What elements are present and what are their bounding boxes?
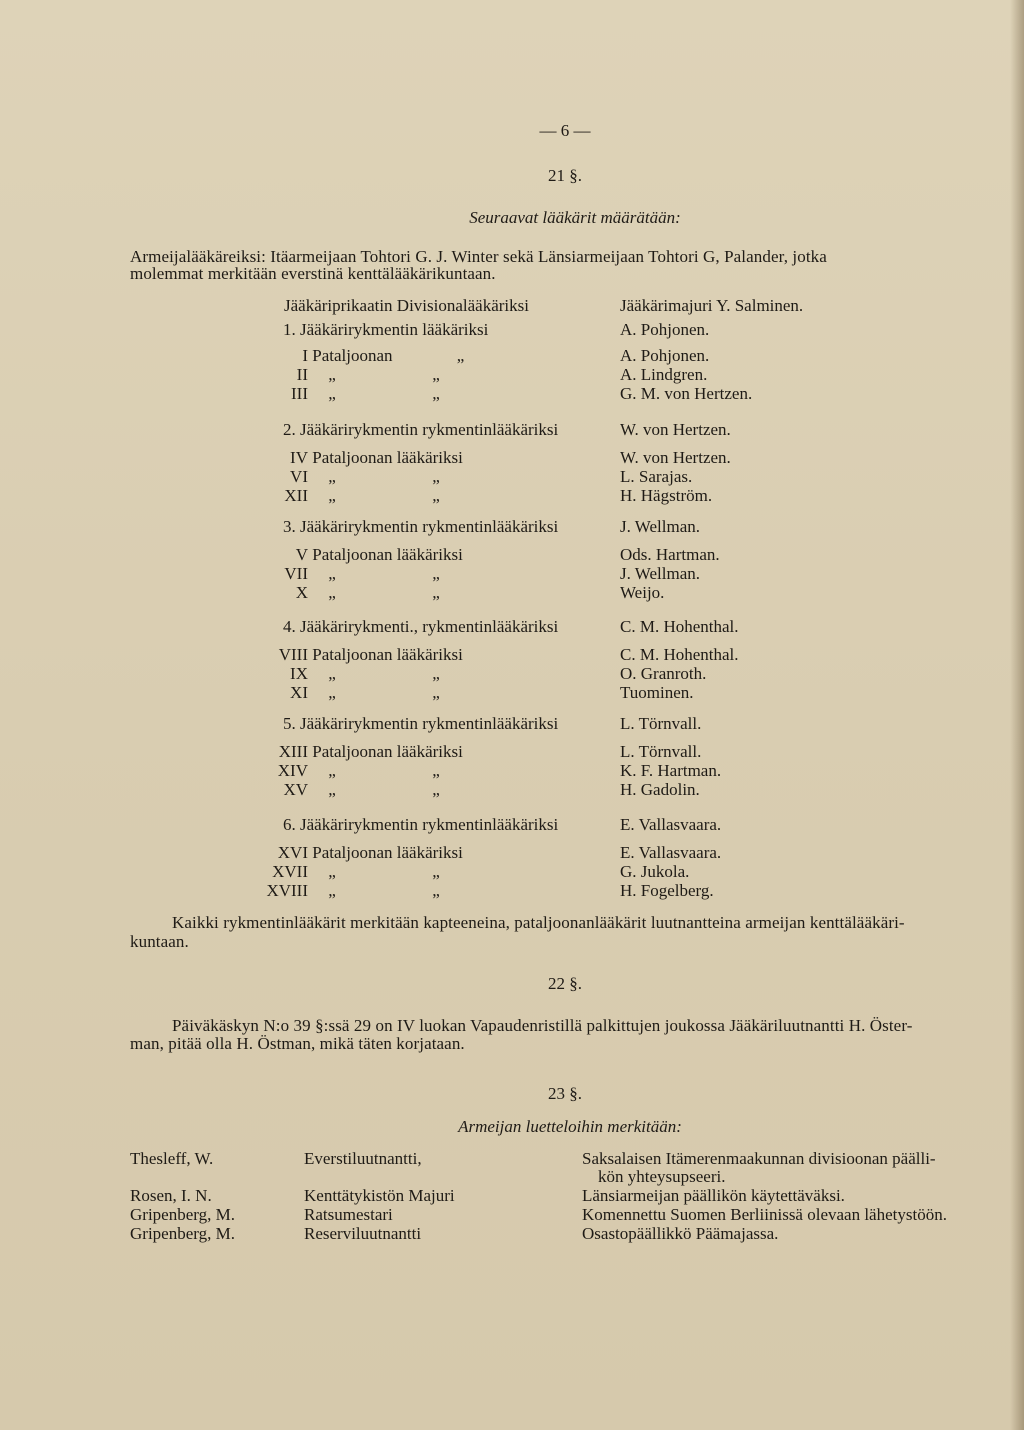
regiment-number: 6.	[283, 815, 296, 834]
ditto-mark: „	[432, 486, 440, 505]
section-21-closing-line-1: Kaikki rykmentinlääkärit merkitään kapteeneina, pataljoonanlääkärit luutnantteina armeijan kenttälääkäri-	[172, 913, 905, 932]
regiment-label: Jääkärirykmenti., rykmentinlääkäriksi	[300, 617, 559, 636]
section-23-subheading: Armeijan luetteloihin merkitään:	[458, 1117, 682, 1136]
regiment-5-title	[283, 714, 558, 734]
page-number: — 6 —	[539, 121, 591, 140]
battalion-row	[262, 881, 446, 901]
person-name: Thesleff, W.	[130, 1149, 214, 1168]
ditto-mark: „	[328, 486, 336, 505]
battalion-row	[262, 564, 446, 584]
battalion-label: Pataljoonan lääkäriksi	[312, 545, 463, 564]
regiment-4-title	[283, 617, 558, 637]
person-assignment-continued: kön yhteysupseeri.	[598, 1167, 726, 1186]
ditto-mark: „	[456, 346, 465, 365]
ditto-mark: „	[432, 467, 440, 486]
battalion-row	[262, 761, 446, 781]
regiment-6-title	[283, 815, 558, 835]
person-rank: Everstiluutnantti,	[304, 1149, 422, 1168]
regiment-label: Jääkärirykmentin rykmentinlääkäriksi	[300, 517, 559, 536]
battalion-doctor-name: G. Jukola.	[620, 862, 690, 881]
brigade-label: Jääkäriprikaatin Divisionalääkäriksi	[284, 296, 529, 315]
ditto-mark: „	[328, 564, 336, 583]
person-name: Gripenberg, M.	[130, 1205, 235, 1224]
regiment-4-doctor-name: C. M. Hohenthal.	[620, 617, 739, 636]
ditto-mark: „	[328, 881, 336, 900]
section-21-heading: 21 §.	[548, 166, 582, 185]
battalion-numeral: XVI	[277, 843, 308, 862]
regiment-number: 1.	[283, 320, 296, 339]
regiment-number: 4.	[283, 617, 296, 636]
battalion-doctor-name: L. Sarajas.	[620, 467, 693, 486]
battalion-doctor-name: Ods. Hartman.	[620, 545, 720, 564]
battalion-row	[262, 486, 446, 506]
ditto-mark: „	[328, 365, 336, 384]
regiment-label: Jääkärirykmentin rykmentinlääkäriksi	[300, 420, 559, 439]
battalion-doctor-name: Weijo.	[620, 583, 665, 602]
regiment-1-title	[283, 320, 488, 340]
person-name: Rosen, I. N.	[130, 1186, 212, 1205]
battalion-label: Pataljoonan lääkäriksi	[312, 843, 463, 862]
battalion-numeral: X	[295, 583, 308, 602]
regiment-3-title	[283, 517, 558, 537]
battalion-row	[262, 384, 446, 404]
person-assignment: Komennettu Suomen Berliinissä olevaan lähetystöön.	[582, 1205, 947, 1224]
person-assignment: Saksalaisen Itämerenmaakunnan divisioonan päälli-	[582, 1149, 936, 1168]
section-22-line-1: Päiväkäskyn N:o 39 §:ssä 29 on IV luokan Vapaudenristillä palkittujen joukossa Jääkäriluutnantti H. Öster-	[172, 1016, 913, 1035]
battalion-label: Pataljoonan lääkäriksi	[312, 448, 463, 467]
battalion-doctor-name: A. Pohjonen.	[620, 346, 710, 365]
brigade-doctor-name: Jääkärimajuri Y. Salminen.	[620, 296, 804, 315]
battalion-row	[262, 780, 446, 800]
ditto-mark: „	[328, 664, 336, 683]
regiment-label: Jääkärirykmentin lääkäriksi	[300, 320, 489, 339]
regiment-6-doctor-name: E. Vallasvaara.	[620, 815, 722, 834]
section-21-intro-line-1: Armeijalääkäreiksi: Itäarmeijaan Tohtori G. J. Winter sekä Länsiarmeijaan Tohtori G, Palander, jotka	[130, 247, 827, 266]
regiment-number: 5.	[283, 714, 296, 733]
battalion-numeral: IV	[290, 448, 308, 467]
battalion-doctor-name: O. Granroth.	[620, 664, 707, 683]
section-21-intro-line-2: molemmat merkitään everstinä kenttälääkärikuntaan.	[130, 264, 496, 283]
battalion-numeral: XIII	[278, 742, 308, 761]
battalion-doctor-name: C. M. Hohenthal.	[620, 645, 739, 664]
battalion-row	[262, 467, 446, 487]
battalion-numeral: V	[295, 545, 308, 564]
battalion-numeral: XVII	[272, 862, 308, 881]
battalion-row	[262, 448, 463, 468]
battalion-numeral: VII	[284, 564, 308, 583]
battalion-numeral: XII	[284, 486, 308, 505]
person-rank: Kenttätykistön Majuri	[304, 1186, 455, 1205]
person-assignment: Länsiarmeijan päällikön käytettäväksi.	[582, 1186, 845, 1205]
person-assignment: Osastopäällikkö Päämajassa.	[582, 1224, 779, 1243]
battalion-numeral: IX	[290, 664, 308, 683]
battalion-row	[262, 742, 463, 762]
ditto-mark: „	[432, 862, 440, 881]
ditto-mark: „	[432, 664, 440, 683]
section-22-line-2: man, pitää olla H. Östman, mikä täten korjataan.	[130, 1034, 465, 1053]
battalion-row	[262, 843, 463, 863]
person-rank: Reserviluutnantti	[304, 1224, 422, 1243]
battalion-doctor-name: E. Vallasvaara.	[620, 843, 722, 862]
battalion-numeral: III	[291, 384, 308, 403]
battalion-row	[262, 346, 471, 366]
battalion-row	[262, 645, 463, 665]
regiment-number: 3.	[283, 517, 296, 536]
section-21-subheading: Seuraavat lääkärit määrätään:	[469, 208, 681, 227]
battalion-numeral: VI	[290, 467, 308, 486]
ditto-mark: „	[432, 683, 440, 702]
battalion-label: Pataljoonan	[312, 346, 393, 365]
section-23-heading: 23 §.	[548, 1084, 582, 1103]
battalion-label: Pataljoonan lääkäriksi	[312, 742, 463, 761]
battalion-numeral: II	[296, 365, 308, 384]
section-21-closing-line-2: kuntaan.	[130, 932, 189, 951]
ditto-mark: „	[328, 780, 336, 799]
battalion-row	[262, 664, 446, 684]
ditto-mark: „	[432, 365, 440, 384]
battalion-doctor-name: W. von Hertzen.	[620, 448, 731, 467]
battalion-doctor-name: H. Fogelberg.	[620, 881, 714, 900]
regiment-2-doctor-name: W. von Hertzen.	[620, 420, 731, 439]
battalion-doctor-name: H. Hägström.	[620, 486, 713, 505]
ditto-mark: „	[328, 467, 336, 486]
battalion-doctor-name: Tuominen.	[620, 683, 694, 702]
ditto-mark: „	[328, 583, 336, 602]
battalion-row	[262, 583, 446, 603]
battalion-numeral: XI	[290, 683, 308, 702]
battalion-doctor-name: A. Lindgren.	[620, 365, 708, 384]
battalion-row	[262, 862, 446, 882]
ditto-mark: „	[432, 780, 440, 799]
regiment-number: 2.	[283, 420, 296, 439]
battalion-doctor-name: K. F. Hartman.	[620, 761, 722, 780]
battalion-row	[262, 365, 446, 385]
battalion-doctor-name: G. M. von Hertzen.	[620, 384, 753, 403]
regiment-3-doctor-name: J. Wellman.	[620, 517, 701, 536]
battalion-row	[262, 683, 446, 703]
battalion-numeral: XV	[283, 780, 308, 799]
section-22-heading: 22 §.	[548, 974, 582, 993]
ditto-mark: „	[432, 564, 440, 583]
ditto-mark: „	[328, 683, 336, 702]
ditto-mark: „	[432, 761, 440, 780]
ditto-mark: „	[432, 384, 440, 403]
ditto-mark: „	[432, 881, 440, 900]
battalion-numeral: XIV	[277, 761, 308, 780]
ditto-mark: „	[432, 583, 440, 602]
battalion-numeral: I	[302, 346, 308, 365]
battalion-doctor-name: H. Gadolin.	[620, 780, 700, 799]
regiment-1-doctor-name: A. Pohjonen.	[620, 320, 710, 339]
regiment-2-title	[283, 420, 558, 440]
regiment-label: Jääkärirykmentin rykmentinlääkäriksi	[300, 714, 559, 733]
person-name: Gripenberg, M.	[130, 1224, 235, 1243]
ditto-mark: „	[328, 761, 336, 780]
ditto-mark: „	[328, 384, 336, 403]
battalion-doctor-name: J. Wellman.	[620, 564, 701, 583]
battalion-doctor-name: L. Törnvall.	[620, 742, 702, 761]
regiment-5-doctor-name: L. Törnvall.	[620, 714, 702, 733]
person-rank: Ratsumestari	[304, 1205, 393, 1224]
battalion-row	[262, 545, 463, 565]
battalion-numeral: XVIII	[266, 881, 308, 900]
battalion-label: Pataljoonan lääkäriksi	[312, 645, 463, 664]
ditto-mark: „	[328, 862, 336, 881]
regiment-label: Jääkärirykmentin rykmentinlääkäriksi	[300, 815, 559, 834]
battalion-numeral: VIII	[278, 645, 308, 664]
